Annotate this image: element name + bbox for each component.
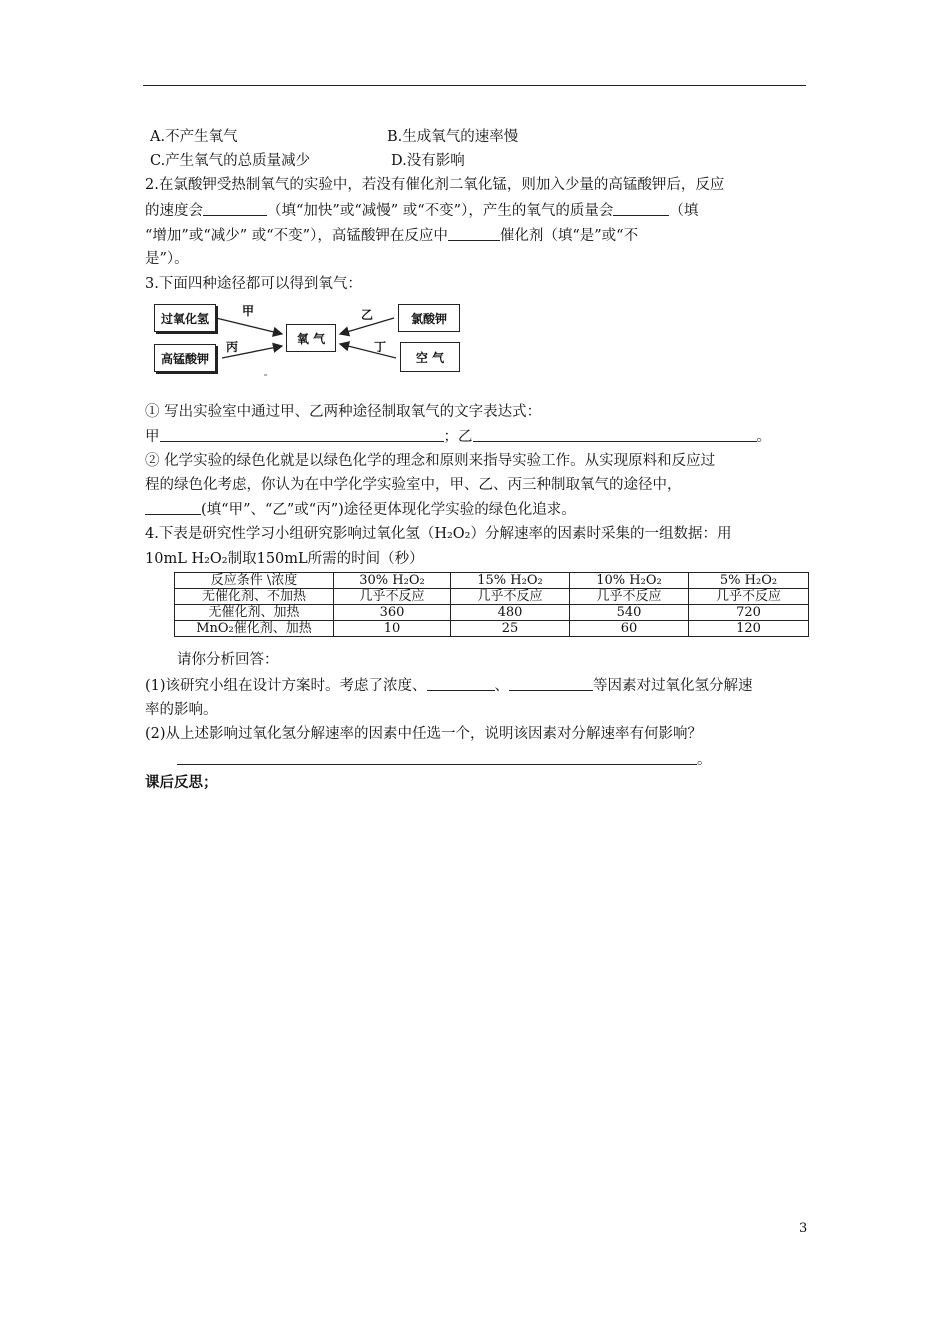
q2-blank-catalyst[interactable] [448,226,500,241]
table-cell: 60 [570,621,689,637]
box-air: 空 气 [400,342,460,372]
table-cell: 25 [451,621,570,637]
blank-factor-effect[interactable] [177,750,697,765]
option-a: A.不产生氧气 [150,129,238,145]
table-cell: 无催化剂、加热 [175,605,334,621]
q4-sub1-line-2: 率的影响。 [145,702,218,718]
table-header-cell: 10% H₂O₂ [570,573,689,589]
reflection-heading: 课后反思； [145,775,218,791]
option-d: D.没有影响 [391,153,465,169]
q3-part2-line-1: ② 化学实验的绿色化就是以绿色化学的理念和原则来指导实验工作。从实现原料和反应过 [145,453,716,469]
q3-part2-line-3: (填“甲”、“乙”或“丙”)途径更体现化学实验的绿色化追求。 [145,500,576,519]
q2-line-4: 是”）。 [145,251,189,267]
q4-sub1-line-1: (1)该研究小组在设计方案时。考虑了浓度、 、 等因素对过氧化氢分解速 [145,678,753,694]
table-row [175,605,809,621]
q4-line-1: 4.下表是研究性学习小组研究影响过氧化氢（H₂O₂）分解速率的因素时采集的一组数据：用 [145,526,732,542]
table-cell: 540 [570,605,689,621]
label-jia: 甲 [242,304,255,318]
table-cell: MnO₂催化剂、加热 [175,621,334,637]
table-cell: 360 [334,605,451,621]
blank-green-pathway[interactable] [145,500,201,515]
q2-blank-mass[interactable] [613,201,669,216]
table-cell: 120 [689,621,809,637]
table-cell: 几乎不反应 [451,589,570,605]
q4-sub2-answer: 。 [177,750,712,769]
table-cell: 480 [451,605,570,621]
table-cell: 几乎不反应 [689,589,809,605]
q3-part2-line-2: 程的绿色化考虑，你认为在中学化学实验室中，甲、乙、丙三种制取氧气的途径中， [145,477,682,493]
blank-factor-1[interactable] [427,676,495,691]
table-header-row [175,573,809,589]
q3-part1-answers: 甲 ；乙 。 [145,429,771,445]
header-rule [143,85,806,86]
table-cell: 10 [334,621,451,637]
table-header-cell: 30% H₂O₂ [334,573,451,589]
oxygen-pathway-diagram [150,300,470,382]
q2-line-3: “增加”或“减少” 或“不变”），高锰酸钾在反应中 催化剂（填“是”或“不 [145,228,639,244]
arrow-jia [216,318,282,334]
table-cell: 无催化剂、不加热 [175,589,334,605]
label-bing: 丙 [226,340,239,354]
q2-line-1: 2.在氯酸钾受热制氧气的实验中，若没有催化剂二氧化锰，则加入少量的高锰酸钾后，反应 [145,177,725,193]
blank-jia-expression[interactable] [160,427,444,442]
box-oxygen: 氧 气 [286,324,336,352]
q3-line-1: 3.下面四种途径都可以得到氧气： [145,276,362,292]
blank-yi-expression[interactable] [473,427,757,442]
page-number: 3 [799,1221,808,1236]
table-cell: 几乎不反应 [570,589,689,605]
table-row [175,621,809,637]
table-cell: 720 [689,605,809,621]
label-yi: 乙 [361,308,374,322]
box-hydrogen-peroxide: 过氧化氢 [154,304,216,332]
blank-factor-2[interactable] [509,676,593,691]
table-header-cell: 15% H₂O₂ [451,573,570,589]
q4-line-2: 10mL H₂O₂制取150mL所需的时间（秒） [145,551,424,567]
q4-sub2-question: (2)从上述影响过氧化氢分解速率的因素中任选一个，说明该因素对分解速率有何影响？ [145,726,703,742]
table-row [175,589,809,605]
box-potassium-chlorate: 氯酸钾 [398,304,460,332]
label-ding: 丁 [374,340,387,354]
box-potassium-permanganate: 高锰酸钾 [154,344,216,372]
q3-part1-prompt: ① 写出实验室中通过甲、乙两种途径制取氧气的文字表达式： [145,404,542,420]
q2-line-2: 的速度会 （填“加快”或“减慢” 或“不变”），产生的氧气的质量会 （填 [145,203,699,219]
table-header-cell: 5% H₂O₂ [689,573,809,589]
q2-blank-rate[interactable] [203,201,267,216]
arrow-ding [340,344,396,358]
option-c: C.产生氧气的总质量减少 [150,153,311,169]
data-table [174,572,809,637]
table-cell: 几乎不反应 [334,589,451,605]
option-b: B.生成氧气的速率慢 [387,129,519,145]
table-header-cell: 反应条件 \浓度 [175,573,334,589]
q4-prompt: 请你分析回答： [177,652,279,668]
